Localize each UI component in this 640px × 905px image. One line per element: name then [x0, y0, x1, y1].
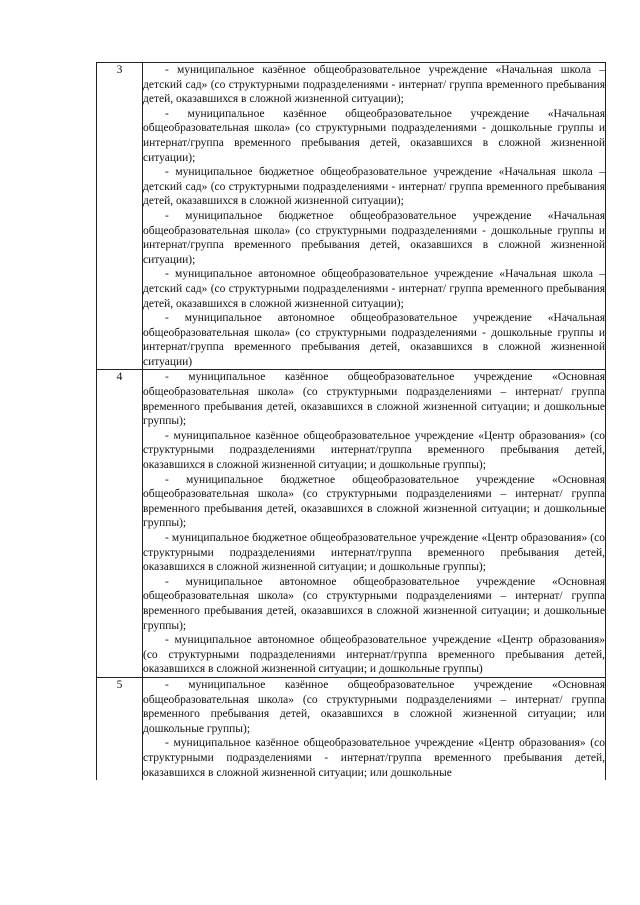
list-item: - муниципальное казённое общеобразовательное учреждение «Центр образования» (со структурными подразделениями интернат/группа временного пребывания детей, оказавшихся в сложной жизненной ситуации; и дошкольные группы); [143, 429, 605, 472]
table-row [97, 63, 606, 370]
list-item: - муниципальное казённое общеобразовательное учреждение «Начальная школа – детский сад» (со структурными подразделениями - интернат/ группа временного пребывания детей, оказавшихся в сложной жизненной ситуации); [143, 64, 605, 106]
list-item: - муниципальное автономное общеобразовательное учреждение «Начальная общеобразовательная школа» (со структурными подразделениями - дошкольные группы и интернат/группа временного пребывания детей, оказавшихся в сложной жизненной ситуации) [143, 312, 605, 368]
list-item: - муниципальное казённое общеобразовательное учреждение «Основная общеобразовательная школа» (со структурными подразделениями – интернат/ группа временного пребывания детей, оказавшихся в сложной жизненной ситуации; или дошкольные группы); [143, 678, 605, 735]
table-row [97, 677, 606, 780]
list-item: - муниципальное бюджетное общеобразовательное учреждение «Начальная школа – детский сад» (со структурными подразделениями - интернат/ группа временного пребывания детей, оказавшихся в сложной жизненной ситуации); [143, 166, 605, 208]
row-description [143, 677, 606, 780]
list-item: - муниципальное бюджетное общеобразовательное учреждение «Центр образования» (со структурными подразделениями интернат/группа временного пребывания детей, оказавшихся в сложной жизненной ситуации; и дошкольные группы); [143, 532, 605, 574]
list-item: - муниципальное бюджетное общеобразовательное учреждение «Основная общеобразовательная школа» (со структурными подразделениями – интернат/ группа временного пребывания детей, оказавшихся в сложной жизненной ситуации; и дошкольные группы); [143, 473, 605, 530]
list-item: - муниципальное казённое общеобразовательное учреждение «Центр образования» (со структурными подразделениями - интернат/группа временного пребывания детей, оказавшихся в сложной жизненной ситуации; или дошкольные [143, 737, 605, 779]
row-description [143, 370, 606, 677]
list-item: - муниципальное автономное общеобразовательное учреждение «Центр образования» (со структурными подразделениями интернат/группа временного пребывания детей, оказавшихся в сложной жизненной ситуации; и дошкольные группы) [143, 634, 605, 676]
row-number: 5 [97, 677, 143, 780]
table-row [97, 370, 606, 677]
institutions-table [96, 62, 606, 780]
row-description [143, 63, 606, 370]
row-number: 3 [97, 63, 143, 370]
list-item: - муниципальное казённое общеобразовательное учреждение «Основная общеобразовательная школа» (со структурными подразделениями – интернат/ группа временного пребывания детей, оказавшихся в сложной жизненной ситуации; и дошкольные группы); [143, 371, 605, 428]
list-item: - муниципальное казённое общеобразовательное учреждение «Начальная общеобразовательная школа» (со структурными подразделениями - дошкольные группы и интернат/группа временного пребывания детей, оказавшихся в сложной жизненной ситуации); [143, 107, 605, 164]
row-number: 4 [97, 370, 143, 677]
list-item: - муниципальное бюджетное общеобразовательное учреждение «Начальная общеобразовательная школа» (со структурными подразделениями - дошкольные группы и интернат/группа временного пребывания детей, оказавшихся в сложной жизненной ситуации); [143, 209, 605, 266]
list-item: - муниципальное автономное общеобразовательное учреждение «Основная общеобразовательная школа» (со структурными подразделениями – интернат/ группа временного пребывания детей, оказавшихся в сложной жизненной ситуации; и дошкольные группы); [143, 575, 605, 632]
list-item: - муниципальное автономное общеобразовательное учреждение «Начальная школа – детский сад» (со структурными подразделениями - интернат/ группа временного пребывания детей, оказавшихся в сложной жизненной ситуации); [143, 268, 605, 310]
